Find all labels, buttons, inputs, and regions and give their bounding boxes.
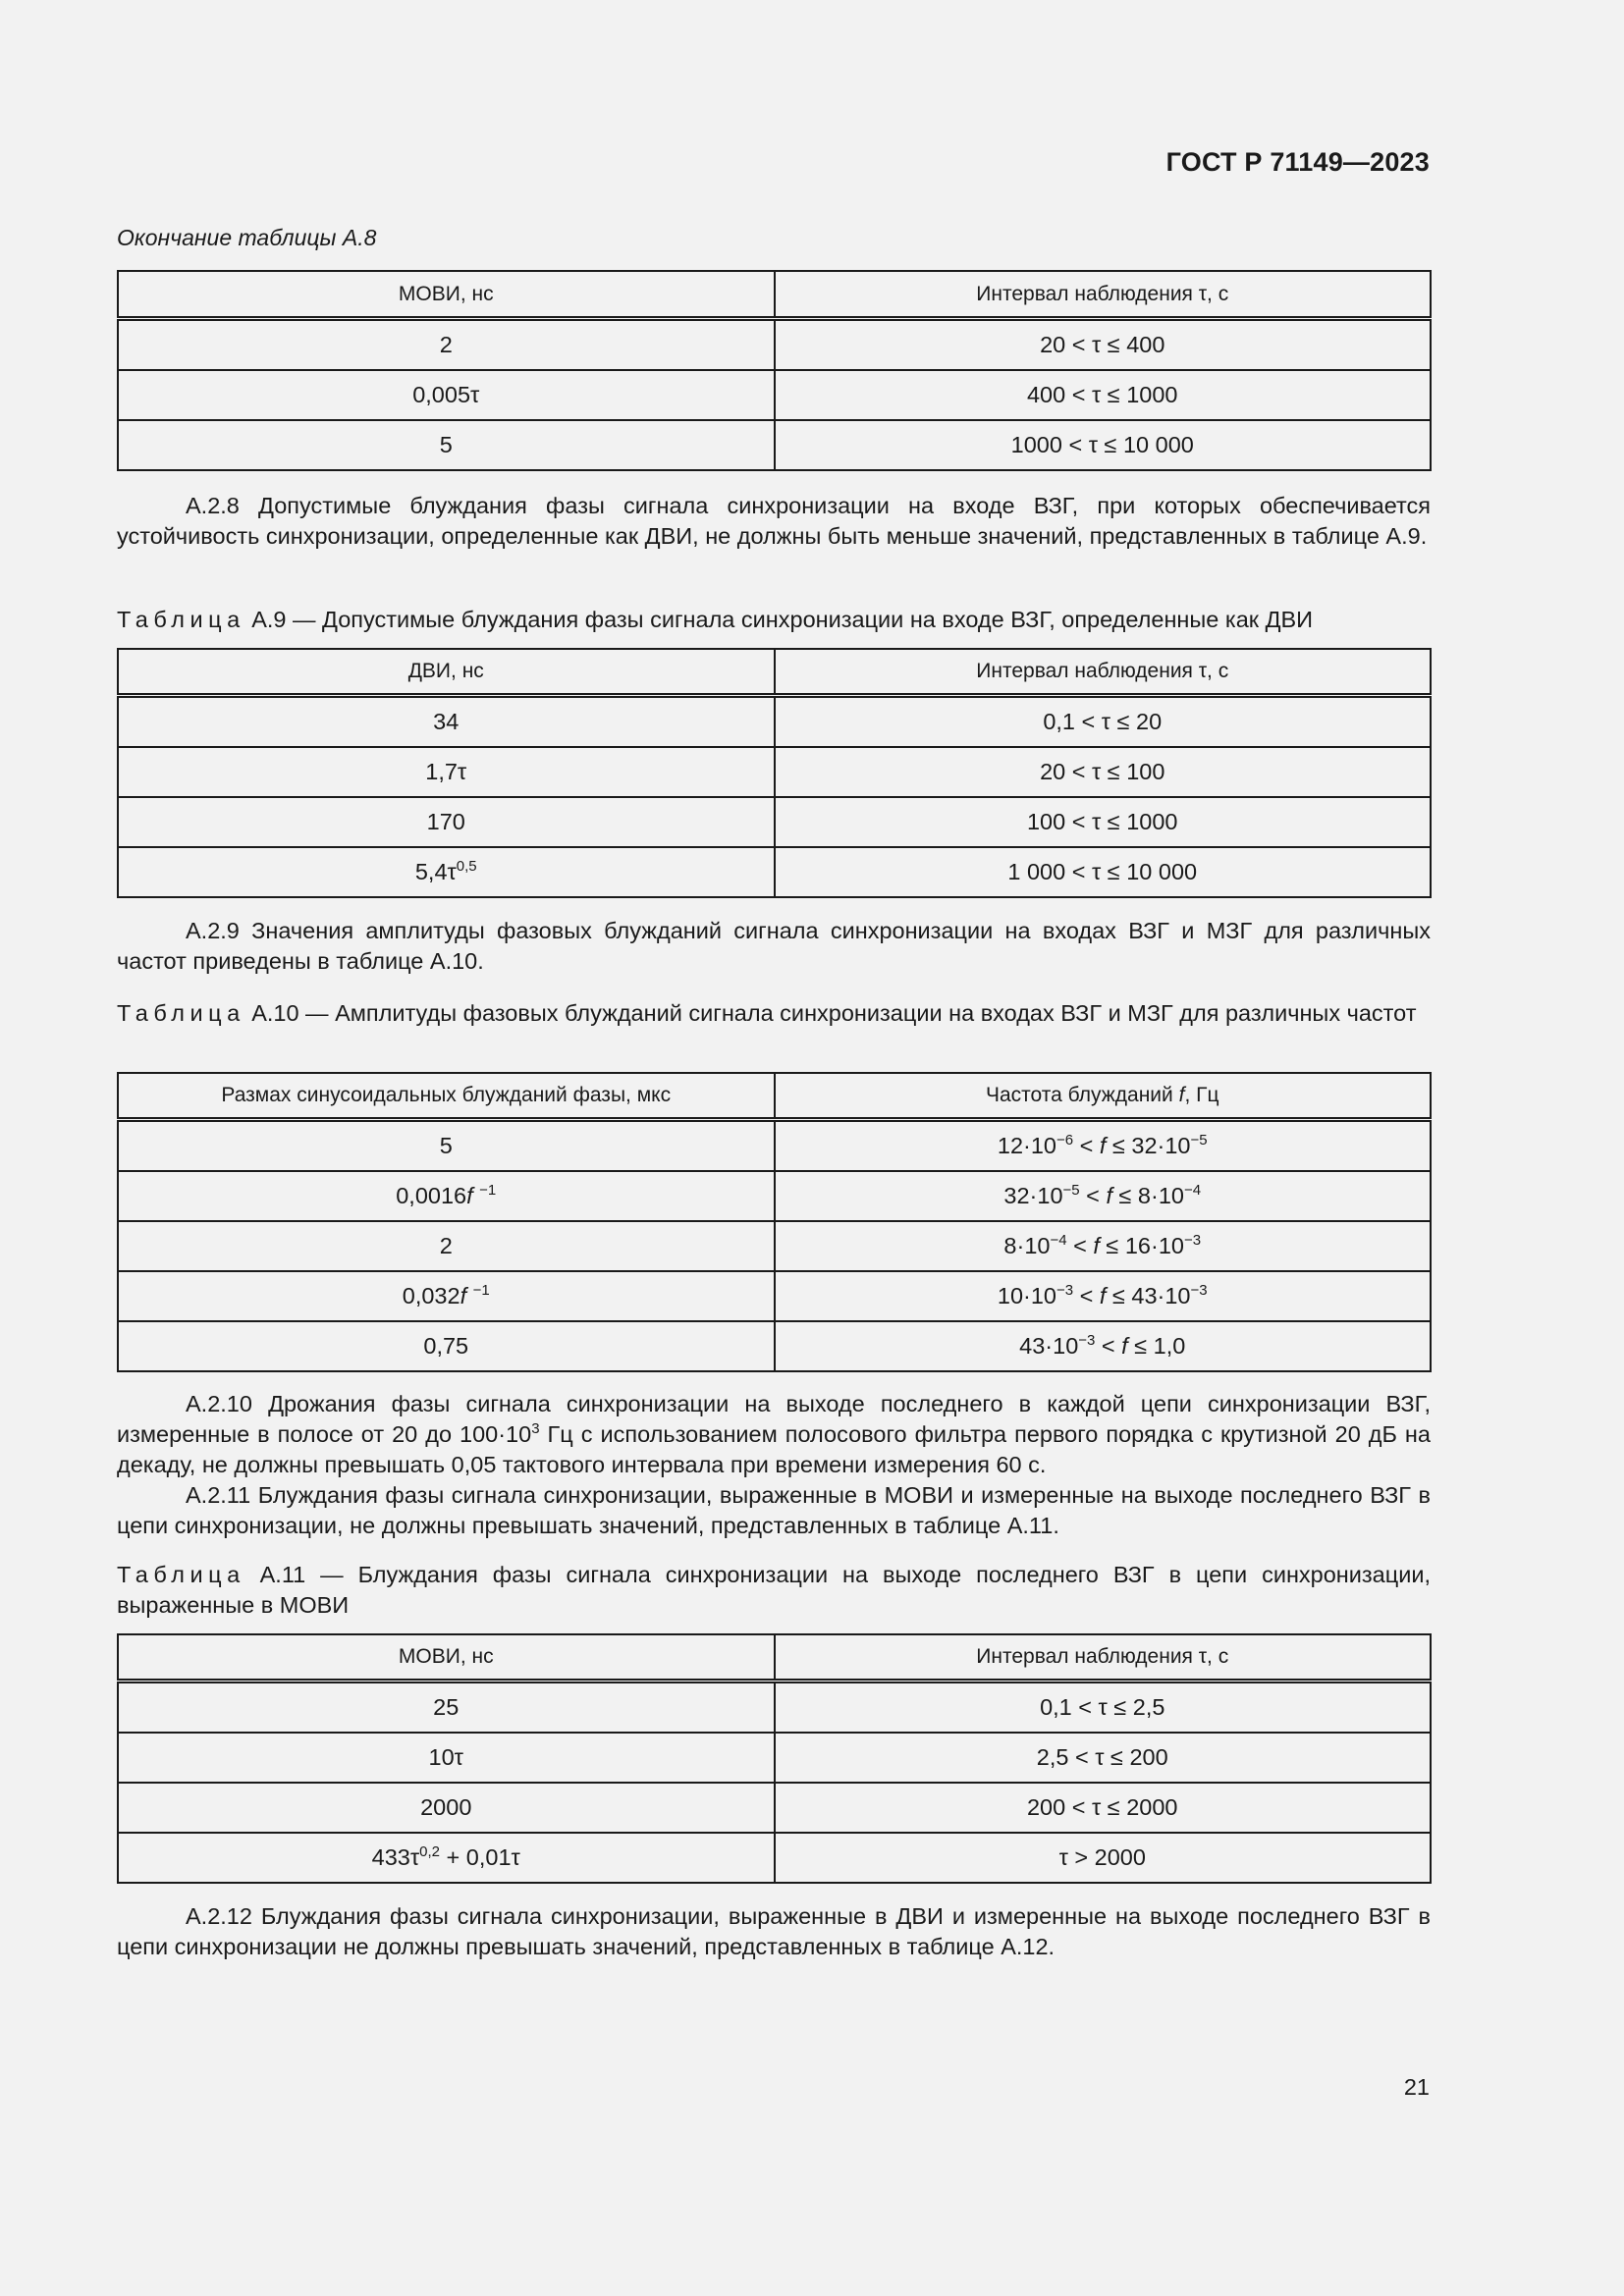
table-cell: 1,7τ xyxy=(118,747,775,797)
table-row xyxy=(118,797,1431,847)
table-caption-text: А.11 — Блуждания фазы сигнала синхронизации на выходе последнего ВЗГ в цепи синхронизации, выраженные в МОВИ xyxy=(117,1562,1431,1618)
table-cell: $8\cdot 10^{-4} < f \le 16\cdot 10^{-3}$ xyxy=(775,1221,1432,1271)
table-row xyxy=(118,1733,1431,1783)
table-a8 xyxy=(117,270,1432,471)
column-header: Интервал наблюдения τ, с xyxy=(775,1634,1432,1682)
table-label: Таблица xyxy=(117,1000,245,1026)
table-cell: 1 000 < τ ≤ 10 000 xyxy=(775,847,1432,897)
table-cell: τ > 2000 xyxy=(775,1833,1432,1883)
table-cell: 5 xyxy=(118,420,775,470)
table-header-row xyxy=(118,1073,1431,1120)
table-a10 xyxy=(117,1072,1432,1372)
column-header: МОВИ, нс xyxy=(118,271,775,319)
table-row xyxy=(118,1682,1431,1734)
table-caption-text: А.10 — Амплитуды фазовых блужданий сигнала синхронизации на входах ВЗГ и МЗГ для различных частот xyxy=(251,1000,1417,1026)
table-cell: 5 xyxy=(118,1120,775,1172)
table-label: Таблица xyxy=(117,607,245,632)
table-cell: 170 xyxy=(118,797,775,847)
paragraph-number: А.2.8 xyxy=(186,493,240,518)
table-cell: 2 xyxy=(118,1221,775,1271)
table-cell: 200 < τ ≤ 2000 xyxy=(775,1783,1432,1833)
paragraph-number: А.2.9 xyxy=(186,918,240,943)
table-cell: $32\cdot 10^{-5} < f \le 8\cdot 10^{-4}$ xyxy=(775,1171,1432,1221)
column-header: Интервал наблюдения τ, с xyxy=(775,271,1432,319)
table-row xyxy=(118,370,1431,420)
table-cell: $5,4\tau^{0,5}$ xyxy=(118,847,775,897)
paragraph-text: Блуждания фазы сигнала синхронизации, выраженные в МОВИ и измеренные на выходе последнего ВЗГ в цепи синхронизации, не должны превышать значений, представленных в таблице А.11. xyxy=(117,1482,1431,1538)
table-row xyxy=(118,696,1431,748)
table-a9-caption xyxy=(117,605,1431,635)
table-row xyxy=(118,1171,1431,1221)
table-cell: 0,1 < τ ≤ 2,5 xyxy=(775,1682,1432,1734)
document-id: ГОСТ Р 71149—2023 xyxy=(1165,147,1430,177)
column-header: Интервал наблюдения τ, с xyxy=(775,649,1432,696)
table-row xyxy=(118,1120,1431,1172)
paragraph-number: А.2.12 xyxy=(186,1903,252,1929)
table-row xyxy=(118,420,1431,470)
table-caption-text: А.9 — Допустимые блуждания фазы сигнала синхронизации на входе ВЗГ, определенные как ДВИ xyxy=(251,607,1314,632)
table-cell: $433\tau^{0,2} + 0,01\tau$ xyxy=(118,1833,775,1883)
table-row xyxy=(118,1833,1431,1883)
table-header-row xyxy=(118,1634,1431,1682)
table-cell: 2000 xyxy=(118,1783,775,1833)
table-row xyxy=(118,1271,1431,1321)
table-cell: 0,0016f $^{-1}$ xyxy=(118,1171,775,1221)
table-row xyxy=(118,1321,1431,1371)
table-row xyxy=(118,319,1431,371)
table-row xyxy=(118,847,1431,897)
table-cell: $10\cdot 10^{-3} < f \le 43\cdot 10^{-3}$ xyxy=(775,1271,1432,1321)
table-cell: 0,1 < τ ≤ 20 xyxy=(775,696,1432,748)
table-cell: 10τ xyxy=(118,1733,775,1783)
paragraph-text: Блуждания фазы сигнала синхронизации, выраженные в ДВИ и измеренные на выходе последнего ВЗГ в цепи синхронизации не должны превышать значений, представленных в таблице А.12. xyxy=(117,1903,1431,1959)
table-cell: 400 < τ ≤ 1000 xyxy=(775,370,1432,420)
table-header-row xyxy=(118,271,1431,319)
table-header-row xyxy=(118,649,1431,696)
paragraph-number: А.2.11 xyxy=(186,1482,251,1508)
table-cell: 2,5 < τ ≤ 200 xyxy=(775,1733,1432,1783)
paragraph-a2-8 xyxy=(117,491,1431,552)
paragraph-text: Допустимые блуждания фазы сигнала синхронизации на входе ВЗГ, при которых обеспечивается устойчивость синхронизации, определенные как ДВИ, не должны быть меньше значений, представленных в таблице А.9. xyxy=(117,493,1432,549)
paragraph-a2-10 xyxy=(117,1389,1431,1480)
paragraph-a2-11 xyxy=(117,1480,1431,1541)
table-cell: 100 < τ ≤ 1000 xyxy=(775,797,1432,847)
table-row xyxy=(118,1221,1431,1271)
column-header: Размах синусоидальных блужданий фазы, мкс xyxy=(118,1073,775,1120)
table-cell: $43\cdot 10^{-3} < f \le 1,0$ xyxy=(775,1321,1432,1371)
table-cell: 20 < τ ≤ 100 xyxy=(775,747,1432,797)
table-cell: 0,005τ xyxy=(118,370,775,420)
table-cell: 25 xyxy=(118,1682,775,1734)
table-a11 xyxy=(117,1633,1432,1884)
paragraph-text: Дрожания фазы сигнала синхронизации на выходе последнего в каждой цепи синхронизации ВЗГ, измеренные в полосе от 20 до $100\cdot 10^3$ Гц с использованием полосового фильтра первого порядка с крутизной 20 дБ на декаду, не должны превышать 0,05 тактового интервала при времени измерения 60 с. xyxy=(117,1391,1432,1477)
table-cell: $12\cdot 10^{-6} < f \le 32\cdot 10^{-5}$ xyxy=(775,1120,1432,1172)
column-header: Частота блужданий f, Гц xyxy=(775,1073,1432,1120)
table-cell: 20 < τ ≤ 400 xyxy=(775,319,1432,371)
paragraph-a2-9 xyxy=(117,916,1431,977)
table-a11-caption xyxy=(117,1560,1431,1621)
table-a9 xyxy=(117,648,1432,898)
table-row xyxy=(118,1783,1431,1833)
table-a10-caption xyxy=(117,998,1431,1029)
paragraph-text: Значения амплитуды фазовых блужданий сигнала синхронизации на входах ВЗГ и МЗГ для различных частот приведены в таблице А.10. xyxy=(117,918,1432,974)
page-number: 21 xyxy=(1403,2074,1430,2100)
paragraph-number: А.2.10 xyxy=(186,1391,252,1416)
table-cell: 0,032f $^{-1}$ xyxy=(118,1271,775,1321)
table-cell: 2 xyxy=(118,319,775,371)
table-cell: 0,75 xyxy=(118,1321,775,1371)
paragraph-a2-12 xyxy=(117,1901,1431,1962)
table-label: Таблица xyxy=(117,1562,245,1587)
column-header: МОВИ, нс xyxy=(118,1634,775,1682)
table-cell: 1000 < τ ≤ 10 000 xyxy=(775,420,1432,470)
table-row xyxy=(118,747,1431,797)
column-header: ДВИ, нс xyxy=(118,649,775,696)
table-a8-continuation-caption: Окончание таблицы А.8 xyxy=(117,225,377,250)
table-cell: 34 xyxy=(118,696,775,748)
